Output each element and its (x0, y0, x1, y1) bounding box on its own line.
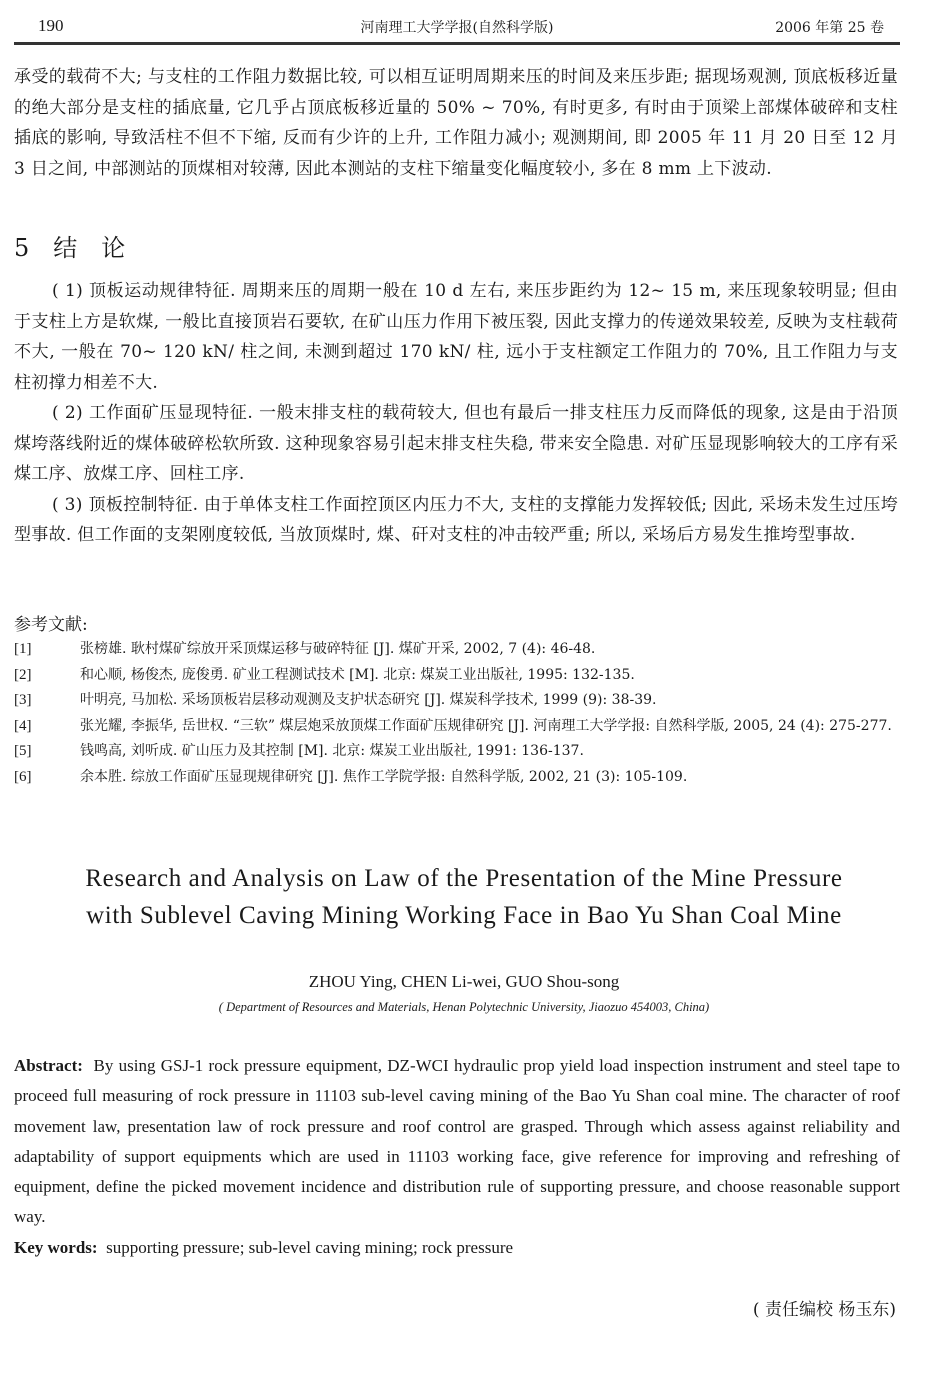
reference-item (14, 765, 898, 791)
references-heading: 参考文献: (14, 615, 88, 635)
english-title (0, 860, 928, 934)
abstract-label: Abstract: (14, 1056, 83, 1075)
english-title-line-2: with Sublevel Caving Mining Working Face in Bao Yu Shan Coal Mine (86, 902, 842, 929)
reference-number: [6] (14, 768, 32, 785)
reference-item (14, 637, 898, 663)
reference-text: 和心顺, 杨俊杰, 庞俊勇. 矿业工程测试技术 [M]. 北京: 煤炭工业出版社, 1995: 132-135. (80, 666, 635, 683)
reference-text: 张榜雄. 耿村煤矿综放开采顶煤运移与破碎特征 [J]. 煤矿开采, 2002, 7 (4): 46-48. (80, 641, 596, 657)
conclusion-3: ( 3) 顶板控制特征. 由于单体支柱工作面控顶区内压力不大, 支柱的支撑能力发挥较低; 因此, 采场未发生过压垮型事故. 但工作面的支架刚度较低, 当放顶煤时, 煤、矸对支柱的冲击较严重; 所以, 采场后方易发生推垮型事故. (14, 494, 898, 545)
reference-number: [2] (14, 666, 32, 683)
running-header (14, 14, 900, 45)
page-number: 190 (38, 16, 64, 35)
reference-text: 钱鸣高, 刘听成. 矿山压力及其控制 [M]. 北京: 煤炭工业出版社, 1991: 136-137. (80, 743, 584, 759)
journal-name: 河南理工大学学报(自然科学版) (360, 20, 554, 36)
keywords (14, 1233, 900, 1263)
section-heading (14, 228, 149, 263)
reference-item (14, 663, 898, 689)
affiliation: ( Department of Resources and Materials, Henan Polytechnic University, Jiaozuo 454003, China) (218, 1000, 710, 1014)
continued-paragraph: 承受的载荷不大; 与支柱的工作阻力数据比较, 可以相互证明周期来压的时间及来压步距; 据现场观测, 顶底板移近量的绝大部分是支柱的插底量, 它几乎占顶底板移近量的 50% ~ 70%, 有时更多, 有时由于顶梁上部煤体破碎和支柱插底的影响, 导致活柱不但不下缩, 反而有少许的上升, 工作阻力减小; 观测期间, 即 2005 年 11 月 20 日至 12 月 3 日之间, 中部测站的顶煤相对较薄, 因此本测站的支柱下缩量变化幅度较小, 多在 8 mm 上下波动. (14, 67, 898, 179)
reference-text: 叶明亮, 马加松. 采场顶板岩层移动观测及支护状态研究 [J]. 煤炭科学技术, 1999 (9): 38-39. (80, 692, 657, 708)
reference-number: [5] (14, 743, 32, 759)
reference-number: [3] (14, 692, 32, 708)
section-number: 5 (14, 234, 32, 262)
english-title-line-1: Research and Analysis on Law of the Presentation of the Mine Pressure (85, 865, 843, 892)
conclusion-2: ( 2) 工作面矿压显现特征. 一般末排支柱的载荷较大, 但也有最后一排支柱压力反而降低的现象, 这是由于沿顶煤垮落线附近的煤体破碎松软所致. 这种现象容易引起末排支柱失稳, 带来安全隐患. 对矿压显现影响较大的工序有采煤工序、放煤工序、回柱工序. (14, 403, 898, 484)
continued-paragraph-block (14, 62, 898, 184)
reference-item (14, 714, 898, 740)
reference-number: [1] (14, 641, 32, 657)
reference-number: [4] (14, 717, 32, 734)
conclusions (14, 276, 898, 551)
keywords-text: supporting pressure; sub-level caving mining; rock pressure (106, 1237, 514, 1257)
reference-text: 张光耀, 李振华, 岳世权. “三软” 煤层炮采放顶煤工作面矿压规律研究 [J]. 河南理工大学学报: 自然科学版, 2005, 24 (4): 275-277. (80, 717, 892, 734)
conclusion-1: ( 1) 顶板运动规律特征. 周期来压的周期一般在 10 d 左右, 来压步距约为 12~ 15 m, 来压现象较明显; 但由于支柱上方是软煤, 一般比直接顶岩石要软, 在矿山压力作用下被压裂, 因此支撑力的传递效果较差, 反映为支柱载荷不大, 一般在 70~ 120 kN/ 柱之间, 未测到超过 170 kN/ 柱, 远小于支柱额定工作阻力的 70%, 且工作阻力与支柱初撑力相差不大. (14, 281, 898, 393)
abstract-block (14, 1051, 900, 1263)
volume-info: 2006 年第 25 卷 (775, 20, 884, 36)
references-list (14, 637, 898, 790)
section-title-char-1: 结 (53, 234, 80, 262)
section-title-char-2: 论 (101, 234, 128, 262)
reference-text: 余本胜. 综放工作面矿压显现规律研究 [J]. 焦作工学院学报: 自然科学版, 2002, 21 (3): 105-109. (80, 768, 688, 785)
keywords-label: Key words: (14, 1237, 98, 1257)
abstract (14, 1051, 900, 1233)
abstract-text: By using GSJ-1 rock pressure equipment, DZ-WCI hydraulic prop yield load inspection instrument and steel tape to proceed full measuring of rock pressure in 11103 sub-level caving mining of the Bao Yu Shan coal mine. The character of roof movement law, presentation law of rock pressure and roof control are grasped. Through which assess against reliability and adaptability of support equipments which are used in 11103 working face, give reference for improving and refreshing of equipment, define the picked movement incidence and distribution rule of supporting pressure, and choose reasonable support way. (14, 1056, 900, 1227)
reference-item (14, 739, 898, 765)
reference-item (14, 688, 898, 714)
responsible-editor: ( 责任编校 杨玉东) (752, 1300, 896, 1320)
authors: ZHOU Ying, CHEN Li-wei, GUO Shou-song (308, 972, 620, 991)
